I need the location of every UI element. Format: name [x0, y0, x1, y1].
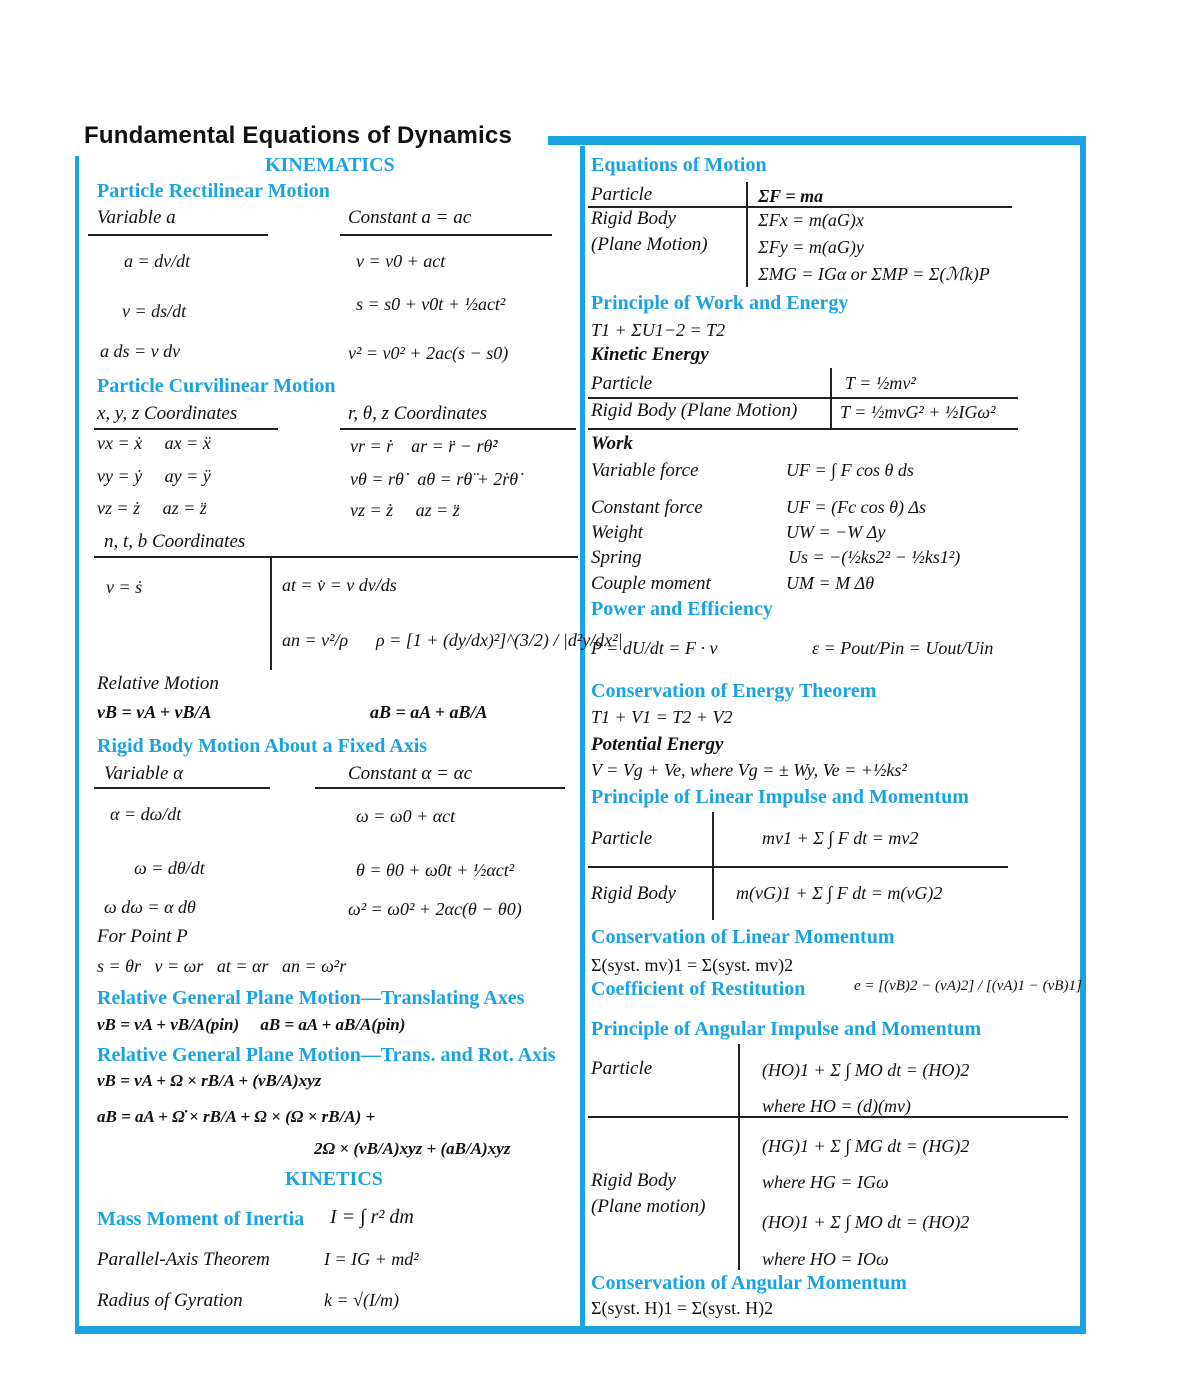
prm-heading: Particle Rectilinear Motion: [97, 180, 330, 202]
frame-middle: [580, 146, 585, 1334]
plim-rule: [588, 866, 1008, 868]
paim-rigid-eq-2: (HO)1 + Σ ∫ MO dt = (HO)2: [762, 1212, 970, 1232]
prm-var-eq-2: v = ds/dt: [122, 301, 187, 321]
work-row-2-label: Constant force: [591, 497, 703, 518]
eom-rigid-label: Rigid Body: [591, 208, 676, 229]
pat-label: Parallel-Axis Theorem: [97, 1249, 270, 1270]
pcm-rule-left: [94, 428, 278, 430]
eom-rb-eq-1: ΣFx = m(aG)x: [758, 210, 864, 230]
ke-rigid-eq: T = ½mvG² + ½IGω²: [840, 402, 996, 422]
rbfa-const-eq-2: θ = θ0 + ω0t + ½αct²: [356, 860, 515, 880]
cor-eq: e = [(vB)2 − (vA)2] / [(vA)1 − (vB)1]: [854, 978, 1082, 994]
paim-particle-where: where HO = (d)(mv): [762, 1096, 911, 1116]
kinetics-heading: KINETICS: [285, 1168, 383, 1190]
rbfa-const-eq-1: ω = ω0 + αct: [356, 806, 456, 826]
prm-var-eq-3: a ds = v dv: [100, 341, 181, 361]
pot-label: Potential Energy: [591, 734, 724, 755]
paim-rigid-where-1: where HG = IGω: [762, 1172, 889, 1192]
rel-v-eq: vB = vA + vB/A: [97, 702, 212, 722]
pcm-rtz-eq-1: vr = ṙ ar = r̈ − rθ̇²: [350, 436, 498, 456]
work-row-2-eq: UF = (Fc cos θ) Δs: [786, 497, 927, 517]
pcm-ntb-v: v = ṡ: [106, 577, 143, 597]
prm-const-eq-1: v = v0 + act: [356, 251, 446, 271]
prm-rule-right: [340, 234, 552, 236]
frame-bottom: [75, 1326, 1086, 1334]
pe-heading: Power and Efficiency: [591, 598, 773, 620]
pcm-xyz-label: x, y, z Coordinates: [97, 403, 238, 424]
paim-plane-label: (Plane motion): [591, 1196, 706, 1217]
ke-rigid-label: Rigid Body (Plane Motion): [591, 400, 798, 421]
pcm-rtz-eq-2: vθ = rθ̇ aθ = rθ̈ + 2ṙθ̇: [350, 469, 519, 489]
rbfa-var-eq-1: α = dω/dt: [110, 804, 182, 824]
cam-eq: Σ(syst. H)1 = Σ(syst. H)2: [591, 1298, 774, 1318]
plim-rigid-label: Rigid Body: [591, 883, 676, 904]
eom-plane-label: (Plane Motion): [591, 234, 708, 255]
rgpm-translating-heading: Relative General Plane Motion—Translating Axes: [97, 987, 525, 1009]
paim-rigid-label: Rigid Body: [591, 1170, 676, 1191]
pat-eq: I = IG + md²: [324, 1249, 419, 1269]
pe-eq-2: ε = Pout/Pin = Uout/Uin: [812, 638, 994, 658]
plim-heading: Principle of Linear Impulse and Momentum: [591, 786, 969, 808]
prm-const-eq-3: v² = v0² + 2ac(s − s0): [348, 343, 509, 363]
ke-rule-1: [588, 397, 1018, 399]
ke-particle-eq: T = ½mv²: [845, 373, 916, 393]
rgpm-translating-eq: vB = vA + vB/A(pin) aB = aA + aB/A(pin): [97, 1015, 406, 1034]
rog-eq: k = √(I/m): [324, 1290, 399, 1310]
work-row-3-eq: UW = −W Δy: [786, 522, 886, 542]
pcm-ntb-an: an = v²/ρ: [282, 630, 349, 650]
eom-particle-label: Particle: [591, 184, 653, 205]
prm-variable-label: Variable a: [97, 207, 176, 228]
pcm-ntb-divider: [270, 557, 272, 670]
eom-divider: [746, 182, 748, 287]
cor-heading: Coefficient of Restitution: [591, 978, 806, 1000]
rgpm-rotating-heading: Relative General Plane Motion—Trans. and Rot. Axis: [97, 1044, 556, 1066]
pe-eq-1: P = dU/dt = F · v: [591, 638, 718, 658]
pcm-xyz-eq-2: vy = ẏ ay = ÿ: [97, 466, 211, 486]
pwe-heading: Principle of Work and Energy: [591, 292, 849, 314]
coe-heading: Conservation of Energy Theorem: [591, 680, 877, 702]
ke-label: Kinetic Energy: [591, 344, 709, 365]
paim-rigid-eq-1: (HG)1 + Σ ∫ MG dt = (HG)2: [762, 1136, 970, 1156]
pcm-rtz-label: r, θ, z Coordinates: [348, 403, 488, 424]
work-label: Work: [591, 433, 633, 454]
pcm-ntb-rule: [94, 556, 578, 558]
rel-motion-label: Relative Motion: [97, 673, 219, 694]
pcm-ntb-label: n, t, b Coordinates: [104, 531, 246, 552]
rbfa-var-eq-3: ω dω = α dθ: [104, 897, 196, 917]
work-row-1-eq: UF = ∫ F cos θ ds: [786, 460, 914, 480]
work-row-5-label: Couple moment: [591, 573, 711, 594]
paim-rigid-where-2: where HO = IOω: [762, 1249, 889, 1269]
coe-eq: T1 + V1 = T2 + V2: [591, 707, 733, 727]
work-row-1-label: Variable force: [591, 460, 699, 481]
plim-rigid-eq: m(vG)1 + Σ ∫ F dt = m(vG)2: [736, 883, 943, 903]
work-row-4-eq: Us = −(½ks2² − ½ks1²): [788, 547, 961, 567]
prm-const-eq-2: s = s0 + v0t + ½act²: [356, 294, 506, 314]
mmi-eq: I = ∫ r² dm: [330, 1206, 414, 1228]
pwe-eq: T1 + ΣU1−2 = T2: [591, 320, 726, 340]
eom-rb-eq-3: ΣMG = IGα or ΣMP = Σ(ℳk)P: [758, 264, 990, 284]
eom-particle-eq: ΣF = ma: [758, 186, 824, 206]
ke-rule-2: [588, 428, 1018, 430]
pcm-ntb-rho: ρ = [1 + (dy/dx)²]^(3/2) / |d²y/dx²|: [376, 630, 623, 650]
eom-heading: Equations of Motion: [591, 154, 767, 176]
clm-eq: Σ(syst. mv)1 = Σ(syst. mv)2: [591, 955, 794, 975]
rgpm-rotating-eq-1: vB = vA + Ω × rB/A + (vB/A)xyz: [97, 1071, 322, 1090]
prm-constant-label: Constant a = ac: [348, 207, 472, 228]
rbfa-heading: Rigid Body Motion About a Fixed Axis: [97, 735, 428, 757]
prm-var-eq-1: a = dv/dt: [124, 251, 191, 271]
rbfa-constant-label: Constant α = αc: [348, 763, 473, 784]
paim-divider: [738, 1044, 740, 1270]
rbfa-point-label: For Point P: [97, 926, 188, 947]
title-rule: [548, 136, 1086, 145]
rgpm-rotating-eq-2: aB = aA + Ω̇ × rB/A + Ω × (Ω × rB/A) +: [97, 1107, 376, 1126]
page-title: Fundamental Equations of Dynamics: [84, 122, 512, 149]
prm-rule-left: [88, 234, 268, 236]
paim-particle-eq: (HO)1 + Σ ∫ MO dt = (HO)2: [762, 1060, 970, 1080]
eom-rb-eq-2: ΣFy = m(aG)y: [758, 237, 864, 257]
rel-a-eq: aB = aA + aB/A: [370, 702, 488, 722]
pcm-ntb-at: at = v̇ = v dv/ds: [282, 575, 397, 595]
pcm-rule-right: [340, 428, 576, 430]
plim-particle-eq: mv1 + Σ ∫ F dt = mv2: [762, 828, 919, 848]
rbfa-rule-left: [94, 787, 270, 789]
rbfa-var-eq-2: ω = dθ/dt: [134, 858, 205, 878]
paim-heading: Principle of Angular Impulse and Momentum: [591, 1018, 982, 1040]
rbfa-rule-right: [315, 787, 565, 789]
rgpm-rotating-eq-3: 2Ω × (vB/A)xyz + (aB/A)xyz: [314, 1139, 511, 1158]
cam-heading: Conservation of Angular Momentum: [591, 1272, 907, 1294]
rbfa-const-eq-3: ω² = ω0² + 2αc(θ − θ0): [348, 899, 522, 919]
paim-particle-label: Particle: [591, 1058, 653, 1079]
pcm-rtz-eq-3: vz = ż az = z̈: [350, 500, 460, 520]
ke-divider: [830, 368, 832, 430]
rbfa-point-eqs: s = θr v = ωr at = αr an = ω²r: [97, 956, 347, 976]
ke-particle-label: Particle: [591, 373, 653, 394]
plim-particle-label: Particle: [591, 828, 653, 849]
clm-heading: Conservation of Linear Momentum: [591, 926, 895, 948]
kinematics-heading: KINEMATICS: [265, 154, 395, 176]
work-row-5-eq: UM = M Δθ: [786, 573, 875, 593]
pot-eq: V = Vg + Ve, where Vg = ± Wy, Ve = +½ks²: [591, 760, 907, 780]
work-row-3-label: Weight: [591, 522, 644, 543]
rbfa-variable-label: Variable α: [104, 763, 184, 784]
rog-label: Radius of Gyration: [97, 1290, 243, 1311]
pcm-xyz-eq-1: vx = ẋ ax = ẍ: [97, 433, 211, 453]
pcm-heading: Particle Curvilinear Motion: [97, 375, 336, 397]
frame-left: [75, 156, 79, 1334]
pcm-xyz-eq-3: vz = ż az = z̈: [97, 498, 207, 518]
plim-divider: [712, 812, 714, 920]
frame-right: [1080, 140, 1086, 1334]
work-row-4-label: Spring: [591, 547, 642, 568]
mmi-heading: Mass Moment of Inertia: [97, 1208, 305, 1230]
